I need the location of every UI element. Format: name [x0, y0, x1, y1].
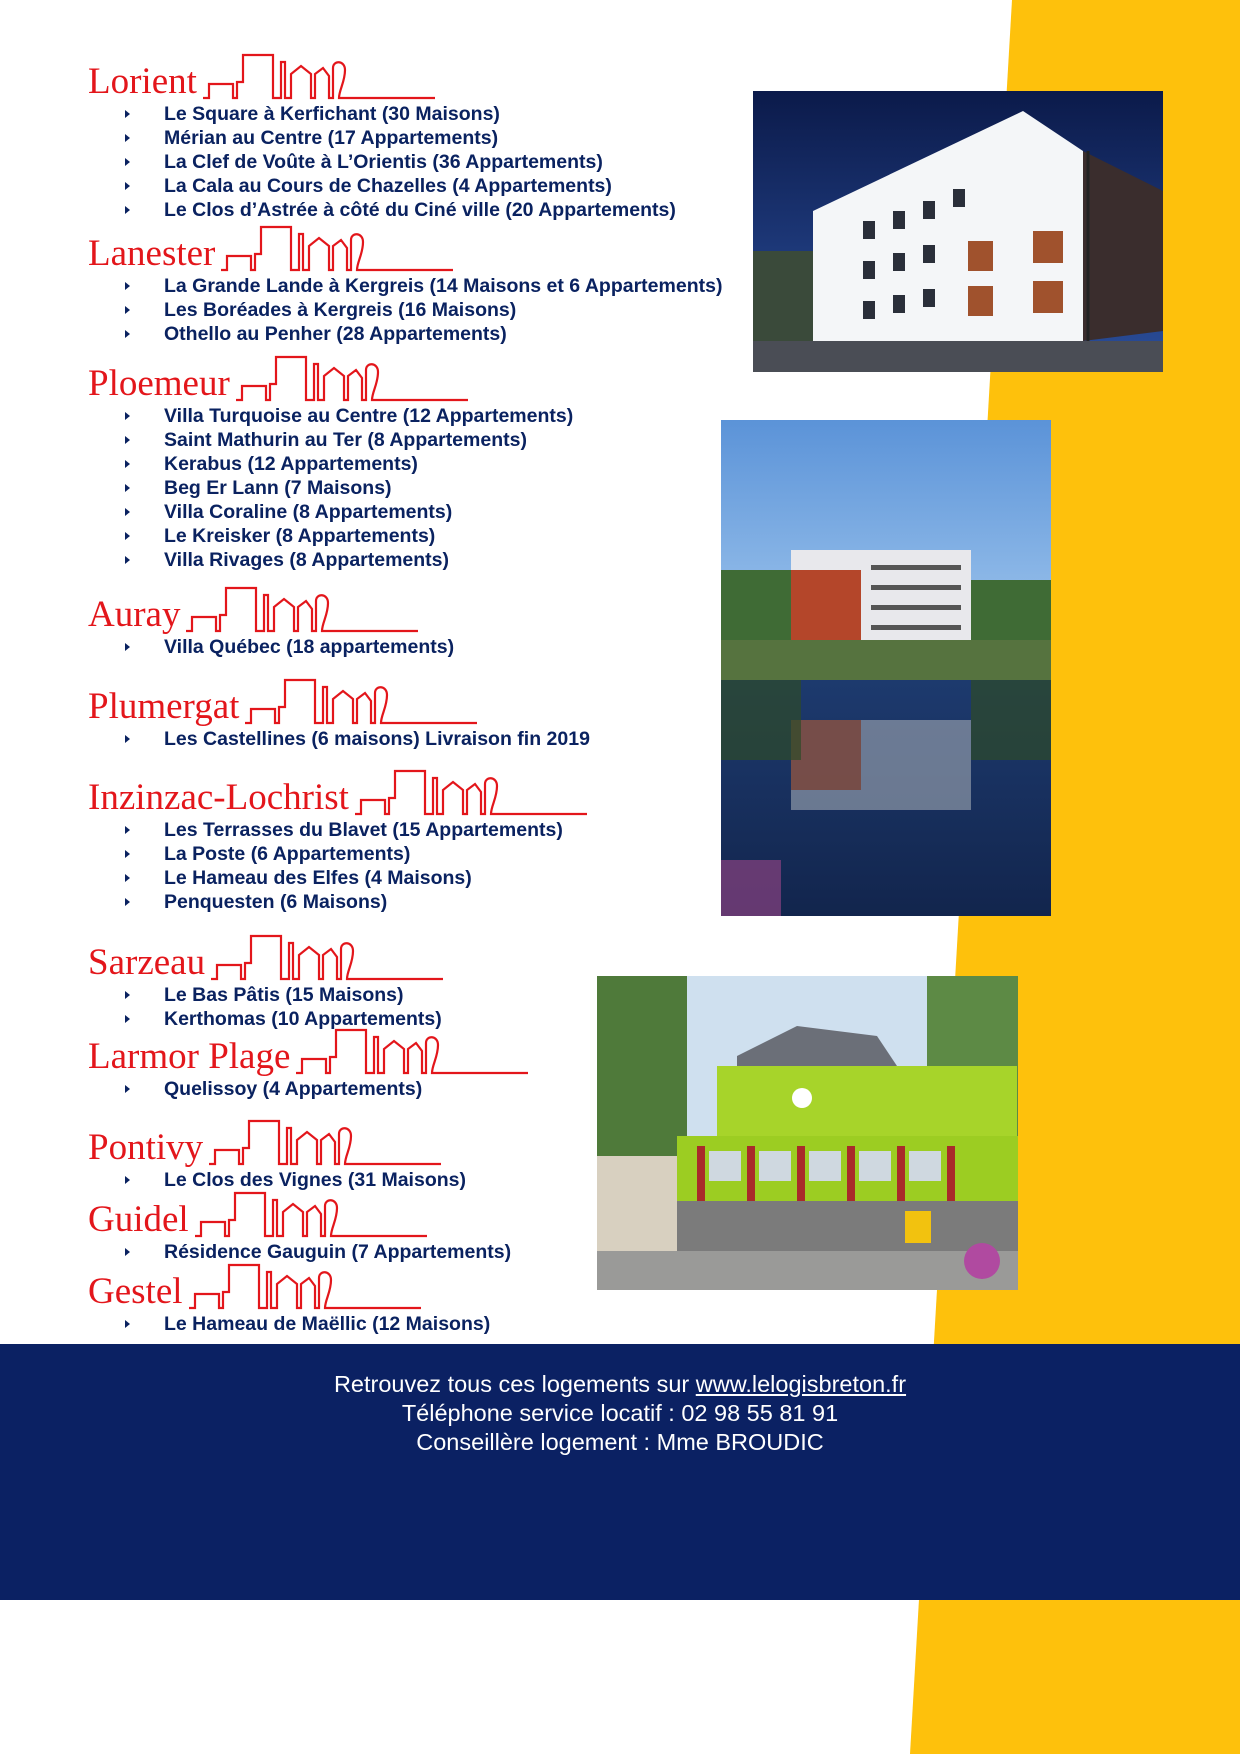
residence-label: Les Castellines (6 maisons) Livraison fin 2019	[164, 728, 590, 750]
city-header	[88, 52, 676, 102]
residence-list	[88, 1240, 511, 1264]
residence-label: Le Kreisker (8 Appartements)	[164, 525, 436, 547]
bullet-arrow-icon	[125, 206, 130, 214]
bullet-arrow-icon	[125, 1320, 130, 1328]
bullet-arrow-icon	[125, 508, 130, 516]
city-name: Lorient	[88, 61, 197, 102]
residence-list	[88, 983, 443, 1031]
residence-label: Le Bas Pâtis (15 Maisons)	[164, 984, 404, 1006]
residence-list-item	[88, 635, 454, 659]
city-header	[88, 1190, 511, 1240]
residence-list-item	[88, 524, 573, 548]
city-name: Gestel	[88, 1271, 183, 1312]
residence-label: La Cala au Cours de Chazelles (4 Appartements)	[164, 175, 612, 197]
bullet-arrow-icon	[125, 134, 130, 142]
city-header	[88, 1262, 490, 1312]
residence-label: Beg Er Lann (7 Maisons)	[164, 477, 392, 499]
residence-label: Othello au Penher (28 Appartements)	[164, 323, 507, 345]
city-name: Larmor Plage	[88, 1036, 291, 1077]
bullet-arrow-icon	[125, 282, 130, 290]
website-link[interactable]: www.lelogisbreton.fr	[695, 1371, 907, 1397]
residence-list-item	[88, 198, 676, 222]
city-section-lorient	[88, 52, 676, 222]
city-name: Inzinzac-Lochrist	[88, 777, 349, 818]
residence-list-item	[88, 322, 722, 346]
residence-list-item	[88, 102, 676, 126]
city-header	[88, 1118, 466, 1168]
skyline-icon	[355, 768, 587, 816]
city-section-gestel	[88, 1262, 490, 1336]
bullet-arrow-icon	[125, 898, 130, 906]
skyline-icon	[189, 1262, 421, 1310]
residence-list-item	[88, 126, 676, 150]
residence-label: Kerthomas (10 Appartements)	[164, 1008, 442, 1030]
residence-label: Le Clos d’Astrée à côté du Ciné ville (20 Appartements)	[164, 199, 676, 221]
website-intro-text: Retrouvez tous ces logements sur	[333, 1371, 696, 1397]
bullet-arrow-icon	[125, 1015, 130, 1023]
bullet-arrow-icon	[125, 158, 130, 166]
building-photo-lorient	[753, 91, 1163, 372]
residence-list-item	[88, 1077, 528, 1101]
bullet-arrow-icon	[125, 643, 130, 651]
residence-label: Les Boréades à Kergreis (16 Maisons)	[164, 299, 517, 321]
skyline-icon	[195, 1190, 427, 1238]
city-header	[88, 224, 722, 274]
residence-label: Villa Coraline (8 Appartements)	[164, 501, 453, 523]
city-section-pontivy	[88, 1118, 466, 1192]
skyline-icon	[186, 585, 418, 633]
skyline-icon	[245, 677, 477, 725]
city-name: Plumergat	[88, 686, 240, 727]
residence-list-item	[88, 1168, 466, 1192]
bullet-arrow-icon	[125, 874, 130, 882]
residence-list-item	[88, 298, 722, 322]
bullet-arrow-icon	[125, 532, 130, 540]
residence-label: Quelissoy (4 Appartements)	[164, 1078, 423, 1100]
bullet-arrow-icon	[125, 1248, 130, 1256]
city-header	[88, 1027, 528, 1077]
bullet-arrow-icon	[125, 735, 130, 743]
skyline-icon	[221, 224, 453, 272]
residence-label: Les Terrasses du Blavet (15 Appartements)	[164, 819, 563, 841]
residence-list-item	[88, 274, 722, 298]
residence-label: Le Hameau de Maëllic (12 Maisons)	[164, 1313, 491, 1335]
bullet-arrow-icon	[125, 182, 130, 190]
residence-list-item	[88, 983, 443, 1007]
residence-list-item	[88, 404, 573, 428]
city-section-auray	[88, 585, 454, 659]
residence-list-item	[88, 866, 587, 890]
skyline-icon	[203, 52, 435, 100]
residence-list-item	[88, 818, 587, 842]
residence-label: Mérian au Centre (17 Appartements)	[164, 127, 499, 149]
city-section-sarzeau	[88, 933, 443, 1031]
city-section-larmor-plage	[88, 1027, 528, 1101]
residence-list-item	[88, 1240, 511, 1264]
residence-label: Penquesten (6 Maisons)	[164, 891, 388, 913]
residence-list	[88, 274, 722, 346]
residence-list-item	[88, 548, 573, 572]
city-header	[88, 354, 573, 404]
residence-label: Kerabus (12 Appartements)	[164, 453, 418, 475]
residence-list-item	[88, 150, 676, 174]
city-section-plumergat	[88, 677, 590, 751]
green-building-photo	[597, 976, 1018, 1290]
city-section-ploemeur	[88, 354, 573, 572]
residence-list-item	[88, 452, 573, 476]
residence-label: Le Hameau des Elfes (4 Maisons)	[164, 867, 472, 889]
residence-list	[88, 404, 573, 572]
bullet-arrow-icon	[125, 1176, 130, 1184]
footer-line-advisor: Conseillère logement : Mme BROUDIC	[416, 1429, 824, 1455]
bullet-arrow-icon	[125, 436, 130, 444]
city-header	[88, 933, 443, 983]
residence-label: Le Square à Kerfichant (30 Maisons)	[164, 103, 500, 125]
residence-label: La Grande Lande à Kergreis (14 Maisons et 6 Appartements)	[164, 275, 723, 297]
residence-label: La Poste (6 Appartements)	[164, 843, 411, 865]
contact-footer	[0, 1344, 1240, 1600]
bullet-arrow-icon	[125, 484, 130, 492]
skyline-icon	[211, 933, 443, 981]
city-name: Sarzeau	[88, 942, 206, 983]
residence-label: Saint Mathurin au Ter (8 Appartements)	[164, 429, 527, 451]
residence-list	[88, 1312, 490, 1336]
residence-list-item	[88, 500, 573, 524]
residence-list	[88, 102, 676, 222]
residence-list	[88, 727, 590, 751]
residence-list	[88, 635, 454, 659]
residence-list-item	[88, 174, 676, 198]
residence-list-item	[88, 428, 573, 452]
bullet-arrow-icon	[125, 1085, 130, 1093]
bullet-arrow-icon	[125, 850, 130, 858]
residence-label: Villa Turquoise au Centre (12 Appartements)	[164, 405, 574, 427]
residence-list	[88, 818, 587, 914]
city-header	[88, 585, 454, 635]
residence-list	[88, 1077, 528, 1101]
residence-list-item	[88, 727, 590, 751]
residence-label: Résidence Gauguin (7 Appartements)	[164, 1241, 512, 1263]
bullet-arrow-icon	[125, 306, 130, 314]
city-header	[88, 768, 587, 818]
skyline-icon	[236, 354, 468, 402]
city-header	[88, 677, 590, 727]
bullet-arrow-icon	[125, 412, 130, 420]
city-name: Pontivy	[88, 1127, 204, 1168]
city-section-guidel	[88, 1190, 511, 1264]
residence-list-item	[88, 890, 587, 914]
building-river-photo	[721, 420, 1051, 916]
bullet-arrow-icon	[125, 991, 130, 999]
city-name: Lanester	[88, 233, 216, 274]
bullet-arrow-icon	[125, 330, 130, 338]
residence-list	[88, 1168, 466, 1192]
residence-list-item	[88, 476, 573, 500]
bullet-arrow-icon	[125, 110, 130, 118]
residence-label: Villa Rivages (8 Appartements)	[164, 549, 450, 571]
city-section-lanester	[88, 224, 722, 346]
bullet-arrow-icon	[125, 826, 130, 834]
residence-label: Villa Québec (18 appartements)	[164, 636, 455, 658]
city-name: Auray	[88, 594, 181, 635]
city-name: Ploemeur	[88, 363, 230, 404]
footer-line-phone: Téléphone service locatif : 02 98 55 81 91	[401, 1400, 839, 1426]
city-name: Guidel	[88, 1199, 189, 1240]
skyline-icon	[296, 1027, 528, 1075]
residence-label: Le Clos des Vignes (31 Maisons)	[164, 1169, 466, 1191]
residence-list-item	[88, 1312, 490, 1336]
city-section-inzinzac-lochrist	[88, 768, 587, 914]
residence-label: La Clef de Voûte à L’Orientis (36 Appartements)	[164, 151, 603, 173]
skyline-icon	[209, 1118, 441, 1166]
residence-list-item	[88, 842, 587, 866]
footer-line-website	[0, 1370, 1240, 1399]
bullet-arrow-icon	[125, 556, 130, 564]
bullet-arrow-icon	[125, 460, 130, 468]
